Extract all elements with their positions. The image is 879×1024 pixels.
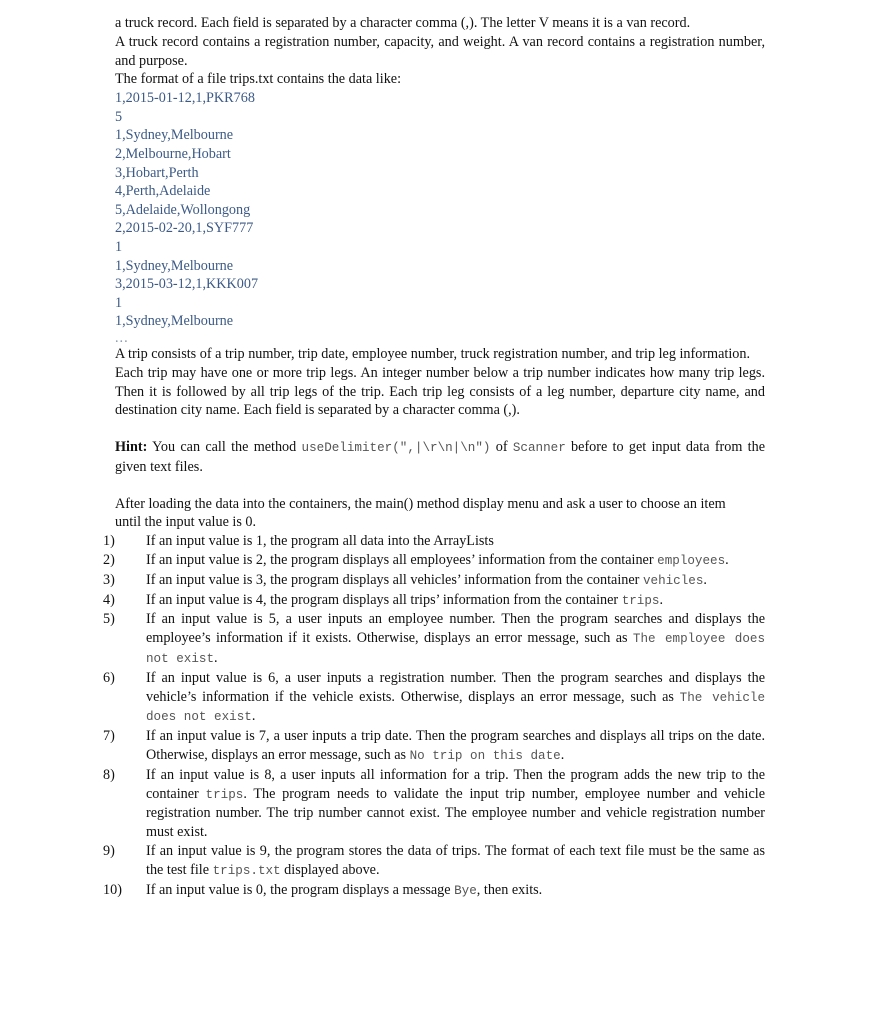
list-item: 4) If an input value is 4, the program displays all trips’ information from the container trips. — [103, 591, 664, 608]
document-page — [103, 14, 766, 900]
intro-line-2: A truck record contains a registration number, capacity, and weight. A van record contains a registration number, and purpose. — [115, 33, 765, 69]
item-number: 6) — [103, 669, 115, 686]
list-item: 3) If an input value is 3, the program displays all vehicles’ information from the container vehicles. — [103, 571, 707, 588]
item-number: 7) — [103, 728, 115, 745]
list-item: 2) If an input value is 2, the program displays all employees’ information from the container employees. — [103, 552, 729, 569]
trip-leg-description: Each trip may have one or more trip legs. An integer number below a trip number indicates how many trip legs. Then it is followed by all trip legs of the trip. Each trip leg consists of a leg number, departure city name, and destination city name. Each field is separated by a character comma (,). — [115, 364, 765, 419]
file-line: 1,Sydney,Melbourne — [115, 257, 234, 274]
hint-text-after: before to get input data from the given text files. — [115, 439, 766, 475]
intro-line-1: a truck record. Each field is separated by a character comma (,). The letter V means it is a van record. — [115, 15, 691, 31]
list-item: 6) If an input value is 6, a user inputs a registration number. Then the program searches and displays the vehicle’s information if the vehicle exists. Otherwise, displays an error message, such as The vehicle does not exist. — [103, 669, 766, 725]
file-line: 1,Sydney,Melbourne — [115, 313, 234, 330]
file-line: 5,Adelaide,Wollongong — [115, 201, 251, 218]
list-item: 7) If an input value is 7, a user inputs a trip date. Then the program searches and displays all trips on the date. Otherwise, displays an error message, such as No trip on this date. — [103, 728, 765, 764]
intro-line-3: The format of a file trips.txt contains the data like: — [115, 71, 402, 88]
file-line: 3,2015-03-12,1,KKK007 — [115, 276, 259, 293]
list-item: 10) If an input value is 0, the program displays a message Bye, then exits. — [103, 881, 543, 898]
item-number: 8) — [103, 766, 115, 783]
file-ellipsis: ... — [115, 329, 129, 346]
hint-text-before: You can call the method — [152, 439, 297, 456]
hint-text-of: of — [495, 439, 508, 456]
file-line: 1 — [115, 238, 123, 255]
item-number: 5) — [103, 611, 115, 628]
hint-paragraph — [115, 438, 765, 477]
file-line: 3,Hobart,Perth — [115, 164, 199, 181]
file-line: 1,2015-01-12,1,PKR768 — [115, 90, 255, 107]
item-number: 3) — [103, 571, 115, 588]
file-line: 2,2015-02-20,1,SYF777 — [115, 220, 254, 237]
item-number: 4) — [103, 591, 115, 608]
menu-list — [103, 532, 766, 900]
hint-label: Hint: — [115, 439, 148, 456]
file-line: 1,Sydney,Melbourne — [115, 127, 234, 144]
file-example — [115, 89, 765, 345]
item-number: 1) — [103, 533, 115, 550]
list-item: 8) If an input value is 8, a user inputs all information for a trip. Then the program adds the new trip to the container trips. The program needs to validate the input trip number, employee number and vehicle registration number. The trip number cannot exist. The employee number and vehicle registration number must exist. — [103, 766, 766, 841]
file-line: 2,Melbourne,Hobart — [115, 145, 231, 162]
trip-description: A trip consists of a trip number, trip date, employee number, truck registration number, and trip leg information. — [115, 345, 750, 362]
item-number: 2) — [103, 552, 115, 569]
list-item: 9) If an input value is 9, the program stores the data of trips. The format of each text file must be the same as the test file trips.txt displayed above. — [103, 843, 765, 878]
list-item: 1) If an input value is 1, the program all data into the ArrayLists — [103, 533, 494, 550]
item-number: 10) — [103, 881, 122, 898]
file-line: 4,Perth,Adelaide — [115, 183, 211, 200]
item-number: 9) — [103, 843, 115, 860]
menu-intro: After loading the data into the containers, the main() method display menu and ask a user to choose an item until the input value is 0. — [115, 495, 726, 531]
hint-class: Scanner — [512, 441, 566, 456]
list-item: 5) If an input value is 5, a user inputs an employee number. Then the program searches and displays the employee’s information if it exists. Otherwise, displays an error message, such as The employee does not exist. — [103, 611, 765, 667]
file-line: 1 — [115, 294, 123, 311]
hint-code: useDelimiter(",|\r\n|\n") — [301, 441, 491, 456]
file-line: 5 — [115, 108, 123, 125]
